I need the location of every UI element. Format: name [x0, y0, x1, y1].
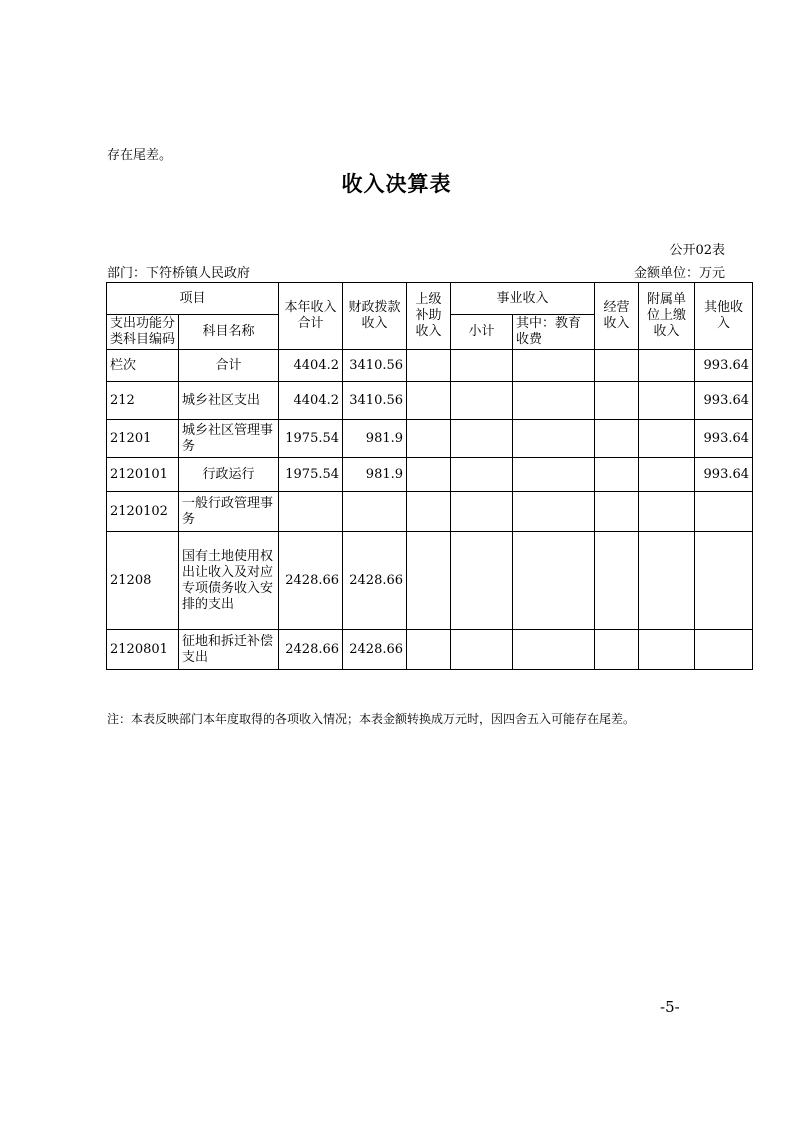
cell-operating — [595, 350, 639, 382]
cell-fiscal: 981.9 — [343, 458, 407, 492]
header-fiscal: 财政拨款收入 — [343, 283, 407, 350]
header-subject-name: 科目名称 — [179, 315, 279, 350]
table-code: 公开02表 — [669, 243, 725, 258]
cell-superior — [407, 382, 451, 420]
cell-fiscal: 2428.66 — [343, 630, 407, 670]
cell-code: 2120801 — [107, 630, 179, 670]
cell-affiliated — [639, 532, 695, 630]
header-business: 事业收入 — [451, 283, 595, 315]
cell-operating — [595, 382, 639, 420]
header-func-code: 支出功能分类科目编码 — [107, 315, 179, 350]
cell-code: 212 — [107, 382, 179, 420]
table-row — [107, 350, 753, 382]
cell-subtotal — [451, 492, 513, 532]
cell-fiscal: 3410.56 — [343, 350, 407, 382]
cell-other — [695, 532, 753, 630]
cell-education — [513, 350, 595, 382]
cell-superior — [407, 492, 451, 532]
cell-subtotal — [451, 532, 513, 630]
cell-name: 国有土地使用权出让收入及对应专项债务收入安排的支出 — [179, 532, 279, 630]
cell-superior — [407, 420, 451, 458]
cell-code: 21201 — [107, 420, 179, 458]
cell-affiliated — [639, 492, 695, 532]
cell-operating — [595, 492, 639, 532]
income-table — [106, 282, 753, 670]
cell-name: 征地和拆迁补偿支出 — [179, 630, 279, 670]
cell-other — [695, 492, 753, 532]
header-subtotal: 小计 — [451, 315, 513, 350]
cell-subtotal — [451, 458, 513, 492]
cell-affiliated — [639, 458, 695, 492]
cell-name: 行政运行 — [179, 458, 279, 492]
cell-superior — [407, 532, 451, 630]
cell-total: 4404.2 — [279, 382, 343, 420]
cell-superior — [407, 630, 451, 670]
table-row — [107, 458, 753, 492]
cell-name: 城乡社区管理事务 — [179, 420, 279, 458]
cell-other: 993.64 — [695, 350, 753, 382]
cell-education — [513, 382, 595, 420]
cell-fiscal: 981.9 — [343, 420, 407, 458]
table-row — [107, 492, 753, 532]
cell-education — [513, 420, 595, 458]
cell-subtotal — [451, 350, 513, 382]
cell-operating — [595, 532, 639, 630]
cell-operating — [595, 630, 639, 670]
cell-operating — [595, 420, 639, 458]
cell-other: 993.64 — [695, 382, 753, 420]
header-operating: 经营收入 — [595, 283, 639, 350]
cell-other: 993.64 — [695, 458, 753, 492]
cell-name: 一般行政管理事务 — [179, 492, 279, 532]
cell-subtotal — [451, 630, 513, 670]
cell-code: 栏次 — [107, 350, 179, 382]
cell-total: 1975.54 — [279, 420, 343, 458]
cell-education — [513, 492, 595, 532]
cell-total — [279, 492, 343, 532]
cell-superior — [407, 458, 451, 492]
cell-affiliated — [639, 420, 695, 458]
cell-operating — [595, 458, 639, 492]
cell-total: 2428.66 — [279, 630, 343, 670]
cell-subtotal — [451, 382, 513, 420]
cell-total: 1975.54 — [279, 458, 343, 492]
cell-education — [513, 630, 595, 670]
table-row — [107, 532, 753, 630]
table-row — [107, 630, 753, 670]
cell-affiliated — [639, 350, 695, 382]
header-education: 其中：教育收费 — [513, 315, 595, 350]
cell-code: 2120101 — [107, 458, 179, 492]
cell-subtotal — [451, 420, 513, 458]
header-other: 其他收入 — [695, 283, 753, 350]
table-row — [107, 382, 753, 420]
cell-name: 城乡社区支出 — [179, 382, 279, 420]
table-row — [107, 420, 753, 458]
cell-fiscal: 3410.56 — [343, 382, 407, 420]
cell-fiscal: 2428.66 — [343, 532, 407, 630]
cell-affiliated — [639, 630, 695, 670]
cell-code: 21208 — [107, 532, 179, 630]
cell-affiliated — [639, 382, 695, 420]
header-total: 本年收入合计 — [279, 283, 343, 350]
cell-total: 2428.66 — [279, 532, 343, 630]
cell-education — [513, 532, 595, 630]
header-superior: 上级补助收入 — [407, 283, 451, 350]
cell-total: 4404.2 — [279, 350, 343, 382]
table-note: 注：本表反映部门本年度取得的各项收入情况；本表金额转换成万元时，因四舍五入可能存在尾差。 — [107, 712, 636, 726]
cell-superior — [407, 350, 451, 382]
page-title: 收入决算表 — [341, 172, 452, 196]
cell-fiscal — [343, 492, 407, 532]
cell-other: 993.64 — [695, 420, 753, 458]
page-number: -5- — [660, 998, 680, 1016]
cell-code: 2120102 — [107, 492, 179, 532]
continued-text: 存在尾差。 — [107, 148, 173, 163]
cell-name: 合计 — [179, 350, 279, 382]
department-label: 部门：下符桥镇人民政府 — [107, 266, 251, 281]
header-affiliated: 附属单位上缴收入 — [639, 283, 695, 350]
header-item: 项目 — [107, 283, 279, 315]
unit-label: 金额单位：万元 — [633, 266, 725, 281]
cell-education — [513, 458, 595, 492]
cell-other — [695, 630, 753, 670]
